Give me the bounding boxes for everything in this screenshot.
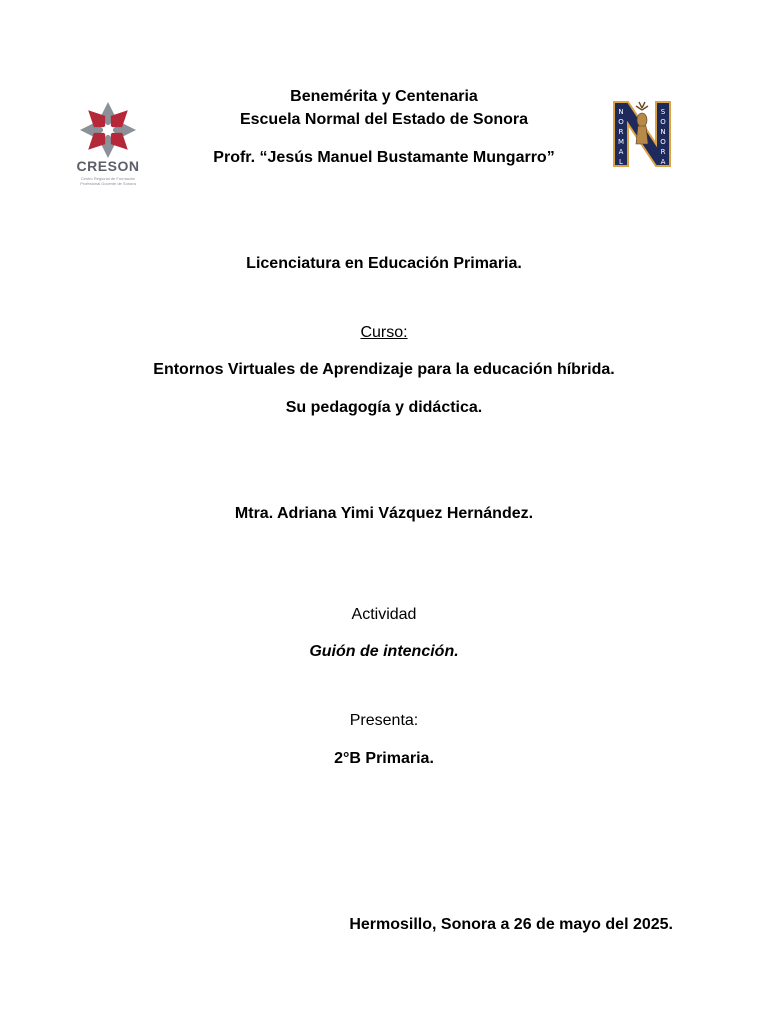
svg-text:R: R	[660, 148, 666, 156]
presenter-label: Presenta:	[349, 712, 419, 729]
activity-title: Guión de intención.	[309, 643, 459, 660]
svg-text:O: O	[660, 118, 666, 126]
svg-text:S: S	[660, 108, 666, 116]
course-label: Curso:	[360, 324, 408, 341]
creson-logo-text: CRESON	[76, 158, 140, 174]
svg-text:M: M	[617, 138, 625, 146]
svg-text:N: N	[618, 108, 624, 116]
teacher-name: Mtra. Adriana Yimi Vázquez Hernández.	[234, 505, 534, 522]
svg-text:R: R	[618, 128, 624, 136]
svg-text:N: N	[660, 128, 666, 136]
program-title: Licenciatura en Educación Primaria.	[246, 255, 522, 272]
presenter-group: 2°B Primaria.	[334, 750, 434, 767]
activity-label: Actividad	[351, 606, 417, 623]
institution-line-2: Escuela Normal del Estado de Sonora	[239, 111, 529, 128]
place-date: Hermosillo, Sonora a 26 de mayo del 2025.	[349, 916, 673, 933]
institution-line-3: Profr. “Jesús Manuel Bustamante Mungarro”	[213, 149, 555, 166]
svg-text:A: A	[660, 158, 666, 166]
course-title-line-2: Su pedagogía y didáctica.	[285, 399, 483, 416]
svg-text:O: O	[660, 138, 666, 146]
course-title-line-1: Entornos Virtuales de Aprendizaje para la educación híbrida.	[153, 361, 615, 378]
institution-line-1: Benemérita y Centenaria	[290, 88, 478, 105]
svg-text:O: O	[618, 118, 624, 126]
svg-text:A: A	[618, 148, 624, 156]
svg-text:L: L	[619, 158, 623, 166]
creson-logo-subtext: Centro Regional de Formación Profesional Docente de Sonora	[80, 176, 136, 186]
